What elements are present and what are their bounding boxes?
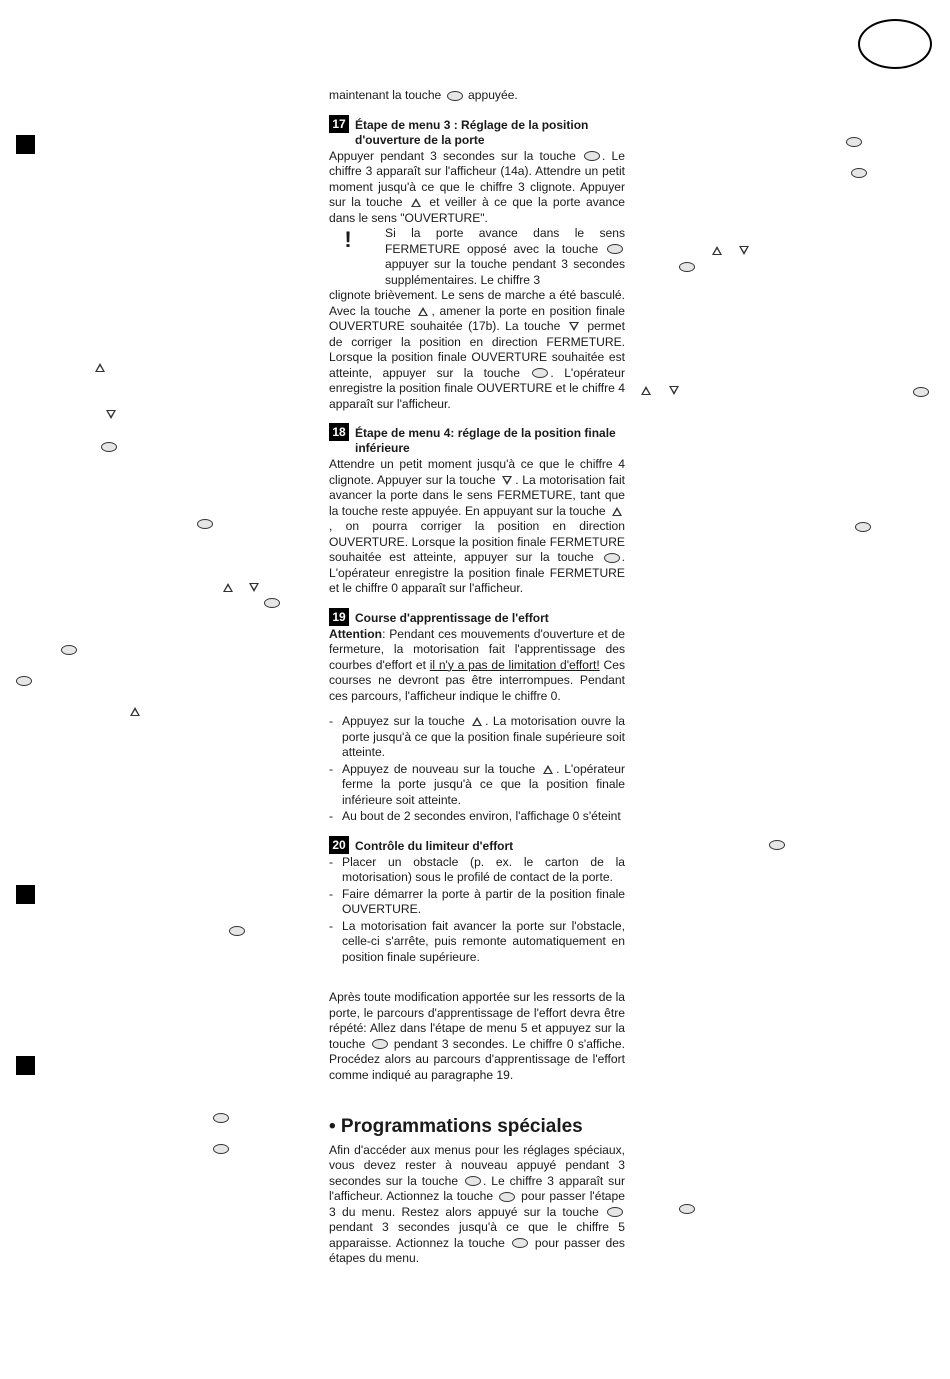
section-marker — [16, 885, 35, 904]
step-paragraph: Attendre un petit moment jusqu'à ce que le chiffre 4 clignote. Appuyer sur la touche . La motorisation fait avancer la porte dans le sens FERMETURE, tant que la touche reste appuyée. En appuyant sur la touche , on pourra corriger la position en direction OUVERTURE. Lorsque la position finale FERMETURE souhaitée est atteinte, appuyer sur la touche . L'opérateur enregistre la position finale FERMETURE et le chiffre 0 apparaît sur l'afficheur. — [329, 457, 625, 595]
step-title: Contrôle du limiteur d'effort — [355, 838, 514, 853]
list-item: - Placer un obstacle (p. ex. le carton de la motorisation) sous le profilé de contact de la porte. — [329, 855, 625, 886]
oval-key-icon — [851, 168, 867, 178]
up-arrow-icon — [641, 386, 651, 395]
up-arrow-icon — [418, 307, 428, 316]
warning-box — [329, 226, 625, 288]
procedure-list — [329, 855, 625, 966]
oval-key-icon — [855, 522, 871, 532]
spring-change-paragraph: Après toute modification apportée sur les ressorts de la porte, le parcours d'apprentissage de l'effort devra être répété: Allez dans l'étape de menu 5 et appuyez sur la touche pendant 3 secondes. Le chiffre 0 s'affiche. Procédez alors au parcours d'apprentissage de l'effort comme indiqué au paragraphe 19. — [329, 990, 625, 1082]
down-arrow-icon — [249, 583, 259, 592]
oval-key-icon — [372, 1039, 388, 1049]
down-arrow-icon — [106, 410, 116, 419]
procedure-list — [329, 714, 625, 825]
oval-key-icon — [213, 1113, 229, 1123]
step-number: 19 — [329, 608, 349, 626]
step-number: 18 — [329, 423, 349, 441]
oval-key-icon — [769, 840, 785, 850]
oval-key-icon — [213, 1144, 229, 1154]
step-paragraph: clignote brièvement. Le sens de marche a été basculé. Avec la touche , amener la porte en position finale OUVERTURE souhaitée (17b). La touche permet de corriger la position en direction FERMETURE. Lorsque la position finale OUVERTURE souhaitée est atteinte, appuyer sur la touche . L'opérateur enregistre la position finale OUVERTURE et le chiffre 4 apparaît sur l'afficheur. — [329, 288, 625, 411]
step-20 — [329, 836, 625, 966]
step-title: Étape de menu 4: réglage de la position finale inférieure — [355, 426, 616, 455]
special-programming-paragraph: Afin d'accéder aux menus pour les réglages spéciaux, vous devez rester à nouveau appuyé pendant 3 secondes sur la touche . Le chiffre 3 apparaît sur l'afficheur. Actionnez la touche pour passer l'étape 3 du menu. Restez alors appuyé sur la touche pendant 3 secondes jusqu'à ce que le chiffre 5 apparaisse. Actionnez la touche pour passer des étapes du menu. — [329, 1142, 625, 1265]
warning-text: Si la porte avance dans le sens FERMETURE opposé avec la touche appuyer sur la touche pendant 3 secondes supplémentaires. Le chiffre 3 — [385, 226, 625, 287]
oval-key-icon — [61, 645, 77, 655]
step-title: Course d'apprentissage de l'effort — [355, 610, 549, 625]
oval-key-icon — [465, 1176, 481, 1186]
intro-text: maintenant la touche — [329, 88, 442, 102]
section-marker — [16, 1056, 35, 1075]
oval-key-icon — [197, 519, 213, 529]
down-arrow-icon — [669, 386, 679, 395]
oval-key-icon — [679, 262, 695, 272]
up-arrow-icon — [712, 246, 722, 255]
language-badge-oval — [858, 19, 932, 69]
step-number: 20 — [329, 836, 349, 854]
step-number: 17 — [329, 115, 349, 133]
down-arrow-icon — [739, 246, 749, 255]
oval-key-icon — [532, 368, 548, 378]
oval-key-icon — [101, 442, 117, 452]
intro-line — [329, 88, 625, 104]
up-arrow-icon — [95, 363, 105, 372]
step-18 — [329, 423, 625, 597]
step-19 — [329, 608, 625, 825]
oval-key-icon — [229, 926, 245, 936]
attention-label: Attention — [329, 626, 383, 641]
up-arrow-icon — [223, 583, 233, 592]
oval-key-icon — [264, 598, 280, 608]
down-arrow-icon — [569, 322, 579, 331]
up-arrow-icon — [472, 717, 482, 726]
oval-key-icon — [499, 1192, 515, 1202]
section-title: • Programmations spéciales — [329, 1116, 583, 1137]
warning-icon: ! — [344, 227, 352, 252]
list-item: - Appuyez de nouveau sur la touche . L'opérateur ferme la porte jusqu'à ce que la position finale inférieure soit atteinte. — [329, 762, 625, 809]
oval-key-icon — [913, 387, 929, 397]
up-arrow-icon — [130, 707, 140, 716]
list-item: - La motorisation fait avancer la porte sur l'obstacle, celle-ci s'arrête, puis remonte automatiquement en position finale supérieure. — [329, 919, 625, 966]
list-item: - Appuyez sur la touche . La motorisation ouvre la porte jusqu'à ce que la position finale supérieure soit atteinte. — [329, 714, 625, 761]
up-arrow-icon — [612, 507, 622, 516]
oval-key-icon — [447, 91, 463, 101]
oval-key-icon — [846, 137, 862, 147]
main-text-column — [329, 88, 625, 1267]
underlined-warning: il n'y a pas de limitation d'effort! — [429, 657, 600, 672]
list-item: - Faire démarrer la porte à partir de la position finale OUVERTURE. — [329, 887, 625, 918]
step-paragraph: Appuyer pendant 3 secondes sur la touche . Le chiffre 3 apparaît sur l'afficheur (14a). Attendre un petit moment jusqu'à ce que le chiffre 3 clignote. Appuyer sur la touche et veiller à ce que la porte avance dans le sens "OUVERTURE". — [329, 148, 625, 225]
list-item: - Au bout de 2 secondes environ, l'affichage 0 s'éteint — [329, 809, 625, 825]
step-title: Étape de menu 3 : Réglage de la position d'ouverture de la porte — [355, 117, 589, 147]
oval-key-icon — [679, 1204, 695, 1214]
oval-key-icon — [607, 244, 623, 254]
intro-text-end: appuyée. — [468, 88, 518, 102]
oval-key-icon — [607, 1207, 623, 1217]
attention-paragraph: Attention: Pendant ces mouvements d'ouverture et de fermeture, la motorisation fait l'apprentissage des courbes d'effort et il n'y a pas de limitation d'effort! Ces courses ne devront pas être interrompues. Pendant ces parcours, l'afficheur indique le chiffre 0. — [329, 626, 625, 703]
up-arrow-icon — [543, 765, 553, 774]
step-17 — [329, 115, 625, 413]
oval-key-icon — [512, 1238, 528, 1248]
down-arrow-icon — [502, 476, 512, 485]
oval-key-icon — [16, 676, 32, 686]
oval-key-icon — [584, 151, 600, 161]
section-marker — [16, 135, 35, 154]
up-arrow-icon — [411, 198, 421, 207]
oval-key-icon — [604, 553, 620, 563]
